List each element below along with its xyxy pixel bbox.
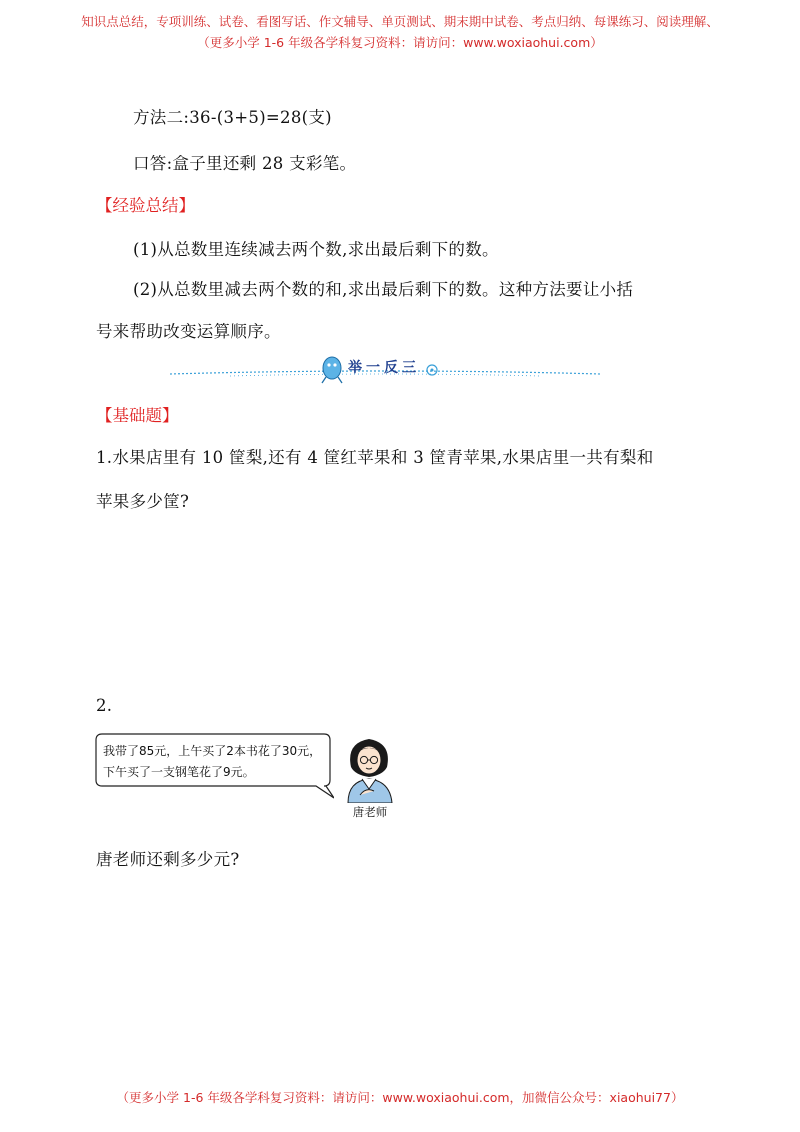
summary-point-1: (1)从总数里连续减去两个数,求出最后剩下的数。 xyxy=(133,240,499,259)
question-1-line2: 苹果多少筐? xyxy=(96,492,190,511)
question-1-line1: 1.水果店里有 10 筐梨,还有 4 筐红苹果和 3 筐青苹果,水果店里一共有梨和 xyxy=(96,448,654,467)
speech-text-line2: 下午买了一支钢笔花了9元。 xyxy=(103,765,255,779)
teacher-illustration xyxy=(338,733,400,803)
header-banner-line1: 知识点总结，专项训练、试卷、看图写话、作文辅导、单页测试、期末期中试卷、考点归纳、每课练习、阅读理解、 xyxy=(81,14,719,29)
summary-heading: 【经验总结】 xyxy=(96,196,195,215)
mascot-icon xyxy=(322,357,342,383)
method-two-line: 方法二:36-(3+5)=28(支) xyxy=(133,108,332,127)
basic-heading: 【基础题】 xyxy=(96,406,179,425)
divider-label: 举一反三 xyxy=(348,360,420,376)
answer-line: 口答:盒子里还剩 28 支彩笔。 xyxy=(133,154,357,173)
question-2-text: 唐老师还剩多少元? xyxy=(96,850,240,869)
summary-point-2-line1: (2)从总数里减去两个数的和,求出最后剩下的数。这种方法要让小括 xyxy=(133,280,634,299)
small-creature-icon xyxy=(427,365,437,375)
header-banner-line2: （更多小学 1-6 年级各学科复习资料：请访问：www.woxiaohui.com） xyxy=(197,35,603,50)
question-2-number: 2. xyxy=(96,696,113,715)
speech-text-line1: 我带了85元，上午买了2本书花了30元， xyxy=(103,744,322,758)
summary-point-2-line2: 号来帮助改变运算顺序。 xyxy=(96,322,281,341)
teacher-name-label: 唐老师 xyxy=(352,805,388,819)
section-divider xyxy=(170,350,600,386)
footer-banner: （更多小学 1-6 年级各学科复习资料：请访问：www.woxiaohui.com，加微信公众号：xiaohui77） xyxy=(116,1090,684,1105)
